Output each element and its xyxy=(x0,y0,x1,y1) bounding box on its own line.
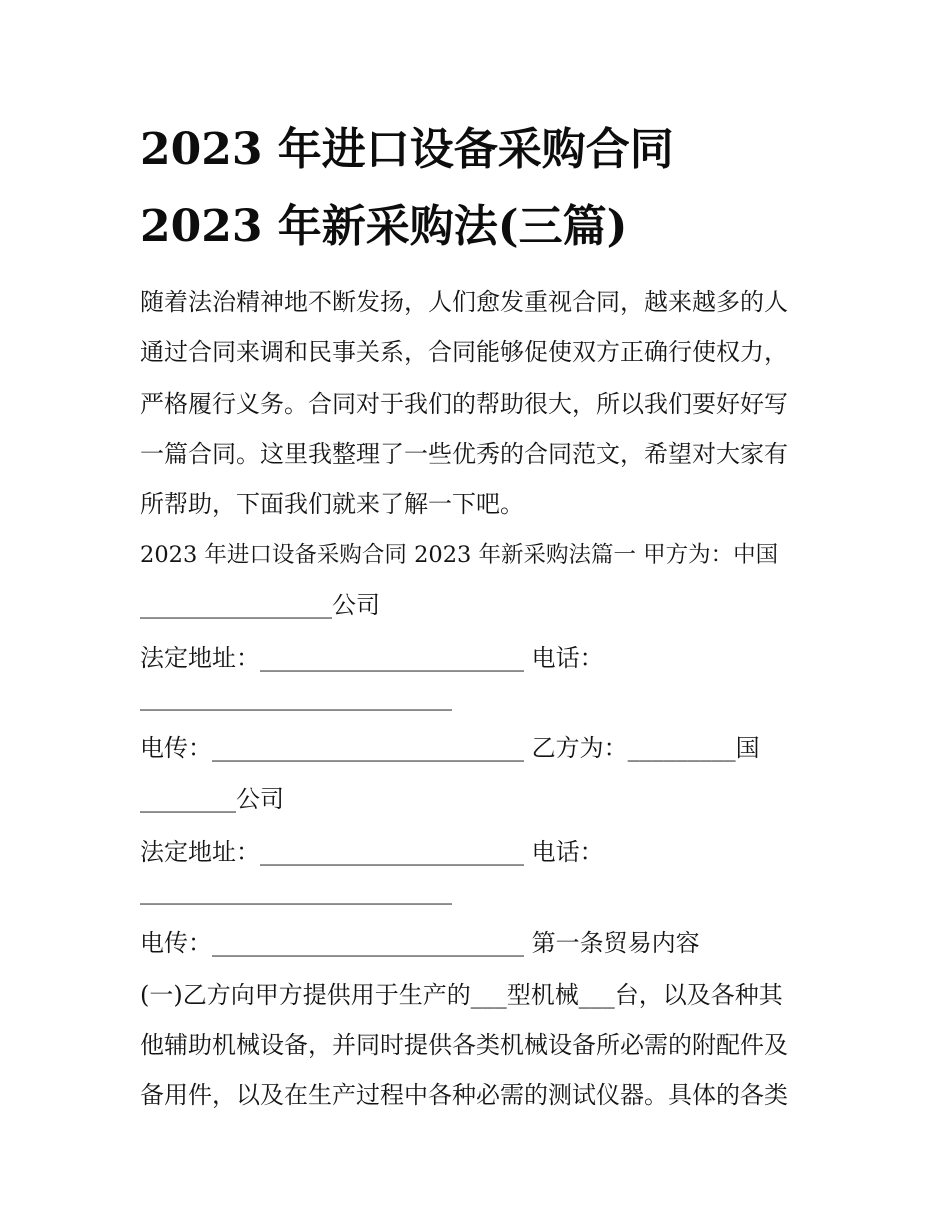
party-b-phone-blank: __________________________ xyxy=(140,877,452,905)
article-one-text-line: 备用件，以及在生产过程中各种必需的测试仪器。具体的各类 xyxy=(140,1081,788,1109)
party-a-company-blank: ________________公司 xyxy=(140,591,380,619)
party-b-address-phone: 法定地址：______________________ 电话： xyxy=(140,838,604,866)
intro-paragraph-line: 随着法治精神地不断发扬，人们愈发重视合同，越来越多的人 xyxy=(140,288,788,316)
article-one-text-line: 他辅助机械设备，并同时提供各类机械设备所必需的附配件及 xyxy=(140,1031,788,1059)
contract-heading-party-a: 2023 年进口设备采购合同 2023 年新采购法篇一 甲方为：中国 xyxy=(140,542,779,568)
party-b-company-blank: ________公司 xyxy=(140,785,284,813)
intro-paragraph-line: 通过合同来调和民事关系，合同能够促使双方正确行使权力， xyxy=(140,338,788,366)
party-a-address-phone: 法定地址：______________________ 电话： xyxy=(140,644,604,672)
party-a-fax-party-b: 电传：__________________________ 乙方为：_________国 xyxy=(140,734,760,762)
intro-paragraph-line: 所帮助，下面我们就来了解一下吧。 xyxy=(140,490,524,518)
intro-paragraph-line: 严格履行义务。合同对于我们的帮助很大，所以我们要好好写 xyxy=(140,390,788,418)
party-a-phone-blank: __________________________ xyxy=(140,683,452,711)
document-title-line-2: 2023 年新采购法(三篇) xyxy=(140,201,628,252)
document-title-line-1: 2023 年进口设备采购合同 xyxy=(140,124,674,175)
party-b-fax-article-one: 电传：__________________________ 第一条贸易内容 xyxy=(140,929,700,957)
intro-paragraph-line: 一篇合同。这里我整理了一些优秀的合同范文，希望对大家有 xyxy=(140,440,788,468)
article-one-text-line: (一)乙方向甲方提供用于生产的___型机械___台，以及各种其 xyxy=(140,981,783,1009)
